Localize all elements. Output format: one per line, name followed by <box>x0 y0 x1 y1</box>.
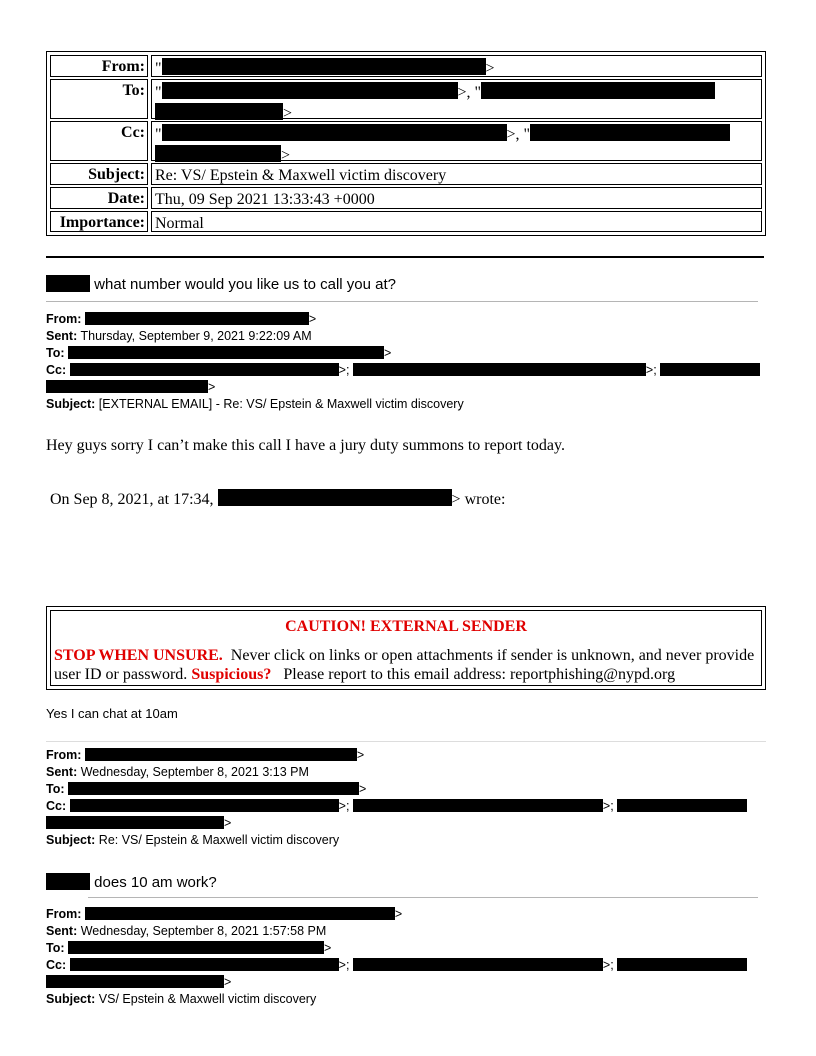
quoted-to: To: > <box>46 346 392 360</box>
header-row-from <box>50 55 762 77</box>
header-row-cc <box>50 121 762 164</box>
header-row-subject <box>50 163 762 185</box>
redacted-block <box>481 82 715 99</box>
redacted-block <box>70 363 339 376</box>
redacted-block <box>46 816 224 829</box>
quoted-header <box>46 311 770 413</box>
redacted-block <box>617 958 747 971</box>
redacted-block <box>46 275 90 292</box>
header-row-to <box>50 79 762 122</box>
quoted-to: To: > <box>46 782 367 796</box>
quoted-header <box>46 906 770 1008</box>
header-row-importance <box>50 211 762 232</box>
redacted-block <box>218 489 452 506</box>
message-body: Yes I can chat at 10am <box>46 706 178 721</box>
redacted-block <box>46 380 208 393</box>
from-value: " > <box>151 55 762 77</box>
quoted-header <box>46 747 770 849</box>
quoted-subject: Subject: [EXTERNAL EMAIL] - Re: VS/ Epstein & Maxwell victim discovery <box>46 397 464 411</box>
redacted-block <box>530 124 730 141</box>
quoted-to: To: > <box>46 941 332 955</box>
quoted-sent: Sent: Wednesday, September 8, 2021 3:13 PM <box>46 765 309 779</box>
cc-label: Cc: <box>50 121 148 161</box>
quoted-subject: Subject: VS/ Epstein & Maxwell victim discovery <box>46 992 317 1006</box>
importance-label: Importance: <box>50 211 148 232</box>
header-row-date <box>50 187 762 209</box>
redacted-block <box>162 124 507 141</box>
redacted-block <box>85 907 395 920</box>
redacted-block <box>46 873 90 890</box>
quoted-cc: Cc: >; >; <box>46 362 770 379</box>
quoted-from: From: > <box>46 907 403 921</box>
date-value: Thu, 09 Sep 2021 13:33:43 +0000 <box>151 187 762 209</box>
redacted-block <box>660 363 760 376</box>
reply-attribution: On Sep 8, 2021, at 17:34, > wrote: <box>50 491 506 508</box>
redacted-block <box>68 941 324 954</box>
caution-title: CAUTION! EXTERNAL SENDER <box>285 618 527 635</box>
redacted-block <box>85 312 309 325</box>
message-body: what number would you like us to call you at? <box>46 275 396 293</box>
divider <box>46 301 758 302</box>
importance-value: Normal <box>151 211 762 232</box>
redacted-block <box>155 103 283 120</box>
redacted-block <box>70 799 339 812</box>
external-sender-banner <box>46 606 766 690</box>
date-label: Date: <box>50 187 148 209</box>
to-label: To: <box>50 79 148 119</box>
quoted-subject: Subject: Re: VS/ Epstein & Maxwell victim discovery <box>46 833 340 847</box>
redacted-block <box>617 799 747 812</box>
redacted-block <box>46 975 224 988</box>
email-header-table <box>46 51 766 236</box>
divider <box>88 897 758 898</box>
quoted-sent: Sent: Wednesday, September 8, 2021 1:57:58 PM <box>46 924 327 938</box>
redacted-block <box>353 958 603 971</box>
redacted-block <box>162 82 458 99</box>
redacted-block <box>353 363 646 376</box>
redacted-block <box>68 346 384 359</box>
from-label: From: <box>50 55 148 77</box>
quoted-sent: Sent: Thursday, September 9, 2021 9:22:09 AM <box>46 329 312 343</box>
quoted-cc-cont: > <box>46 379 770 396</box>
redacted-block <box>162 58 486 75</box>
redacted-block <box>68 782 359 795</box>
subject-label: Subject: <box>50 163 148 185</box>
to-value: " >, " > <box>151 79 762 119</box>
quoted-from: From: > <box>46 312 317 326</box>
cc-value: " >, " > <box>151 121 762 161</box>
divider <box>46 741 766 742</box>
quoted-cc-cont: > <box>46 974 770 991</box>
quoted-cc-cont: > <box>46 815 770 832</box>
redacted-block <box>155 145 281 162</box>
redacted-block <box>70 958 339 971</box>
redacted-block <box>353 799 603 812</box>
quoted-cc: Cc: >; >; <box>46 957 770 974</box>
quoted-cc: Cc: >; >; <box>46 798 770 815</box>
caution-line-1: STOP WHEN UNSURE. Never click on links or open attachments if sender is unknown, and never provide <box>54 647 755 664</box>
message-body: does 10 am work? <box>46 873 217 891</box>
quoted-from: From: > <box>46 748 365 762</box>
message-body: Hey guys sorry I can’t make this call I have a jury duty summons to report today. <box>46 437 565 454</box>
redacted-block <box>85 748 357 761</box>
caution-line-2: user ID or password. Suspicious? Please report to this email address: reportphishing@nypd.org <box>54 666 676 683</box>
divider <box>46 256 764 258</box>
subject-value: Re: VS/ Epstein & Maxwell victim discovery <box>151 163 762 185</box>
